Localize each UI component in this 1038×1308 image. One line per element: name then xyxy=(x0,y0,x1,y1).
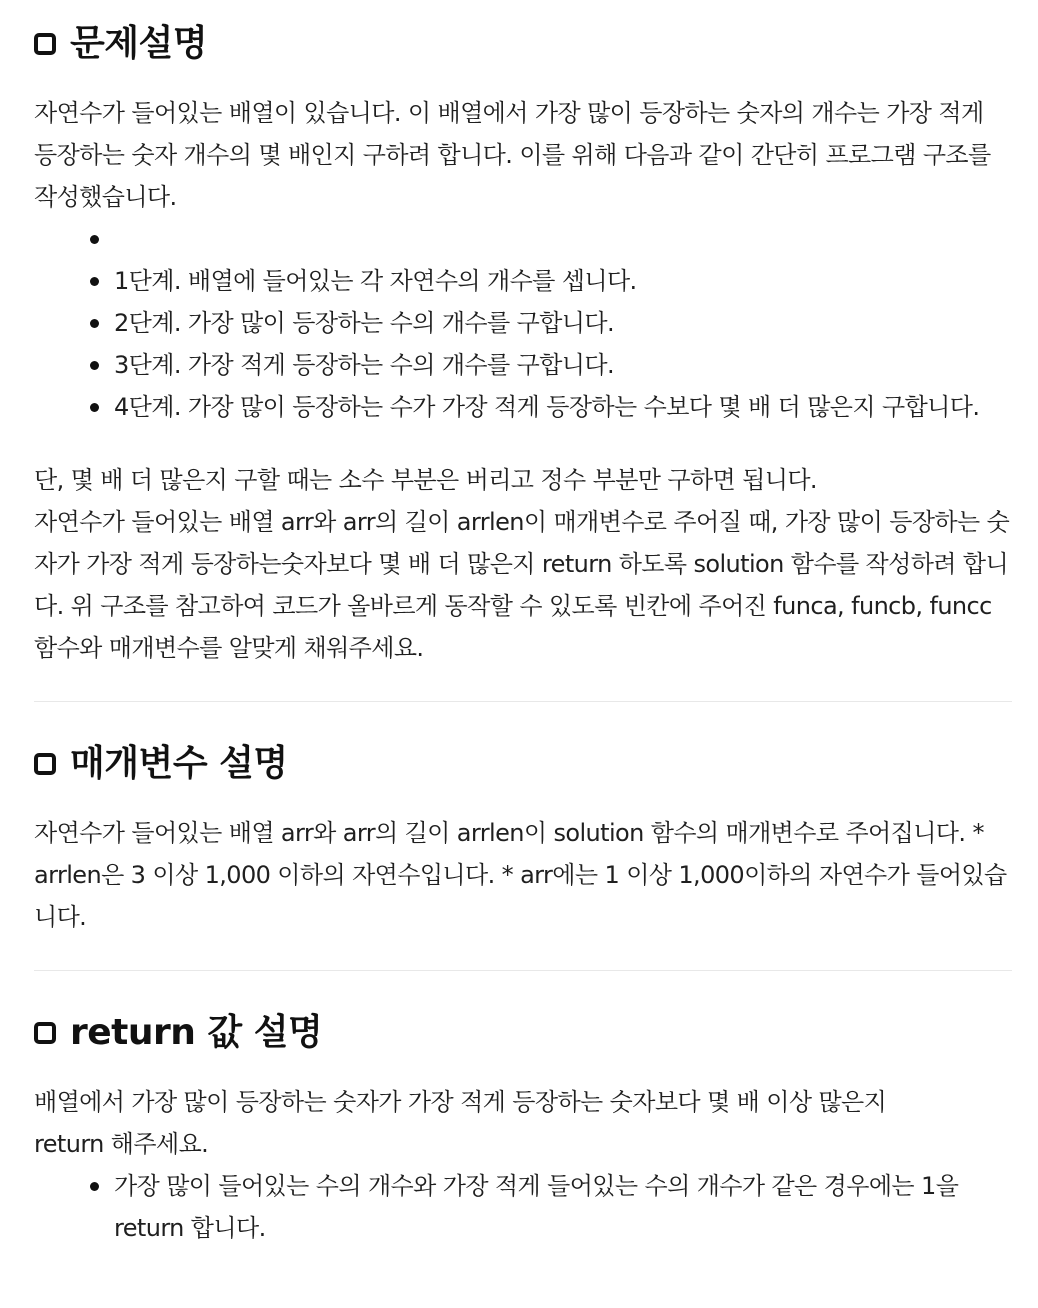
returns-heading xyxy=(34,1012,1012,1053)
problem-heading xyxy=(34,23,1012,64)
checkbox-square-icon xyxy=(34,1022,56,1044)
returns-text: 배열에서 가장 많이 등장하는 숫자가 가장 적게 등장하는 숫자보다 몇 배 이상 많은지 return 해주세요. xyxy=(34,1088,887,1158)
params-heading xyxy=(34,743,1012,784)
steps-list-item: 4단계. 가장 많이 등장하는 수가 가장 적게 등장하는 수보다 몇 배 더 많은지 구합니다. xyxy=(114,386,1012,428)
returns-section xyxy=(34,971,1012,1249)
problem-detail: 자연수가 들어있는 배열 arr와 arr의 길이 arrlen이 매개변수로 주어질 때, 가장 많이 등장하는 숫자가 가장 적게 등장하는숫자보다 몇 배 더 많은지 return 하도록 solution 함수를 작성하려 합니다. 위 구조를 참고하여 코드가 올바르게 동작할 수 있도록 빈칸에 주어진 funca, funcb, funcc 함수와 매개변수를 알맞게 채워주세요. xyxy=(34,508,1010,662)
problem-intro: 자연수가 들어있는 배열이 있습니다. 이 배열에서 가장 많이 등장하는 숫자의 개수는 가장 적게 등장하는 숫자 개수의 몇 배인지 구하려 합니다. 이를 위해 다음과 같이 간단히 프로그램 구조를 작성했습니다. xyxy=(34,99,991,211)
params-heading-text: 매개변수 설명 xyxy=(70,743,288,784)
checkbox-square-icon xyxy=(34,33,56,55)
problem-note: 단, 몇 배 더 많은지 구할 때는 소수 부분은 버리고 정수 부분만 구하면 됩니다. xyxy=(34,466,817,494)
params-section xyxy=(34,702,1012,938)
returns-bullets xyxy=(34,1165,1012,1249)
returns-heading-text: return 값 설명 xyxy=(70,1012,323,1053)
problem-heading-text: 문제설명 xyxy=(70,23,208,64)
steps-list-item: 1단계. 배열에 들어있는 각 자연수의 개수를 셉니다. xyxy=(114,260,1012,302)
returns-bullet-item: 가장 많이 들어있는 수의 개수와 가장 적게 들어있는 수의 개수가 같은 경우에는 1을 return 합니다. xyxy=(114,1165,1012,1249)
problem-section xyxy=(34,0,1012,669)
steps-list xyxy=(34,218,1012,428)
steps-list-item xyxy=(114,218,1012,260)
params-text: 자연수가 들어있는 배열 arr와 arr의 길이 arrlen이 solution 함수의 매개변수로 주어집니다. * arrlen은 3 이상 1,000 이하의 자연수입니다. * arr에는 1 이상 1,000이하의 자연수가 들어있습니다. xyxy=(34,819,1007,931)
steps-list-item: 2단계. 가장 많이 등장하는 수의 개수를 구합니다. xyxy=(114,302,1012,344)
checkbox-square-icon xyxy=(34,753,56,775)
steps-list-item: 3단계. 가장 적게 등장하는 수의 개수를 구합니다. xyxy=(114,344,1012,386)
